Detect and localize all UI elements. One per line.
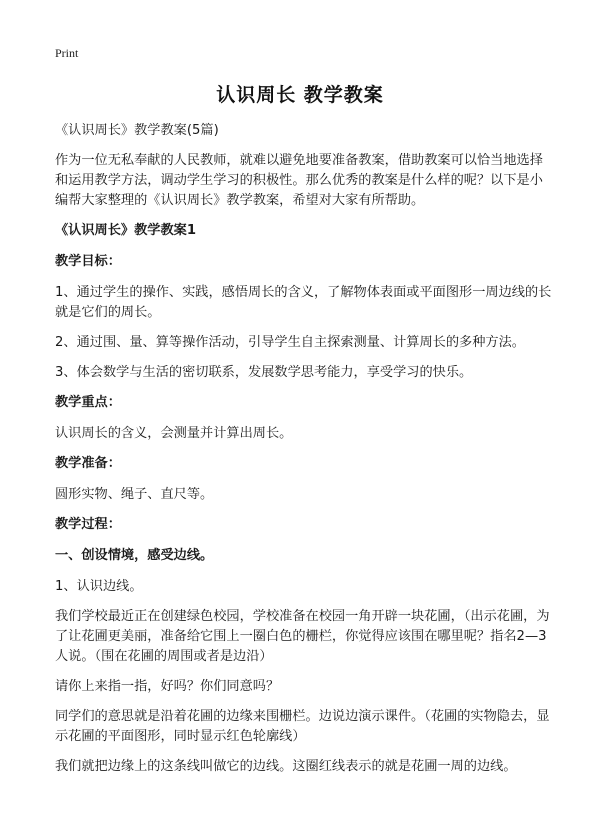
document-subtitle: 《认识周长》教学教案(5篇) <box>55 123 219 138</box>
prep-text: 圆形实物、绳子、直尺等。 <box>55 487 214 502</box>
section-title: 《认识周长》教学教案1 <box>55 223 197 238</box>
print-label: Print <box>55 46 79 60</box>
body-paragraph: 我们就把边缘上的这条线叫做它的边线。这圈红线表示的就是花圃一周的边线。 <box>55 759 517 774</box>
focus-text: 认识周长的含义，会测量并计算出周长。 <box>55 426 293 441</box>
document-title: 认识周长 教学教案 <box>216 84 384 106</box>
focus-heading: 教学重点： <box>55 395 121 410</box>
intro-paragraph: 作为一位无私奉献的人民教师，就难以避免地要准备教案，借助教案可以恰当地选择和运用教学方法，调动学生学习的积极性。那么优秀的教案是什么样的呢？以下是小编帮大家整理的《认识周长》教学教案，希望对大家有所帮助。 <box>55 153 543 208</box>
goals-heading: 教学目标： <box>55 254 121 269</box>
step-subheading: 1、认识边线。 <box>55 579 143 594</box>
body-paragraph: 请你上来指一指，好吗？你们同意吗？ <box>55 679 280 694</box>
prep-heading: 教学准备： <box>55 456 121 471</box>
process-heading: 教学过程： <box>55 517 121 532</box>
step-heading: 一、创设情境，感受边线。 <box>55 548 214 563</box>
document-body <box>55 121 555 787</box>
goal-item: 3、体会数学与生活的密切联系，发展数学思考能力，享受学习的快乐。 <box>55 365 473 380</box>
goal-item: 2、通过围、量、算等操作活动，引导学生自主探索测量、计算周长的多种方法。 <box>55 335 525 350</box>
body-paragraph: 同学们的意思就是沿着花圃的边缘来围栅栏。边说边演示课件。（花圃的实物隐去，显示花圃的平面图形，同时显示红色轮廓线） <box>55 709 550 744</box>
goal-item: 1、通过学生的操作、实践，感悟周长的含义，了解物体表面或平面图形一周边线的长就是它们的周长。 <box>55 285 552 320</box>
body-paragraph: 我们学校最近正在创建绿色校园，学校准备在校园一角开辟一块花圃，（出示花圃，为了让花圃更美丽，准备给它围上一圈白色的栅栏，你觉得应该围在哪里呢？指名2—3人说。（围在花圃的周围或者是边沿） <box>55 609 550 664</box>
